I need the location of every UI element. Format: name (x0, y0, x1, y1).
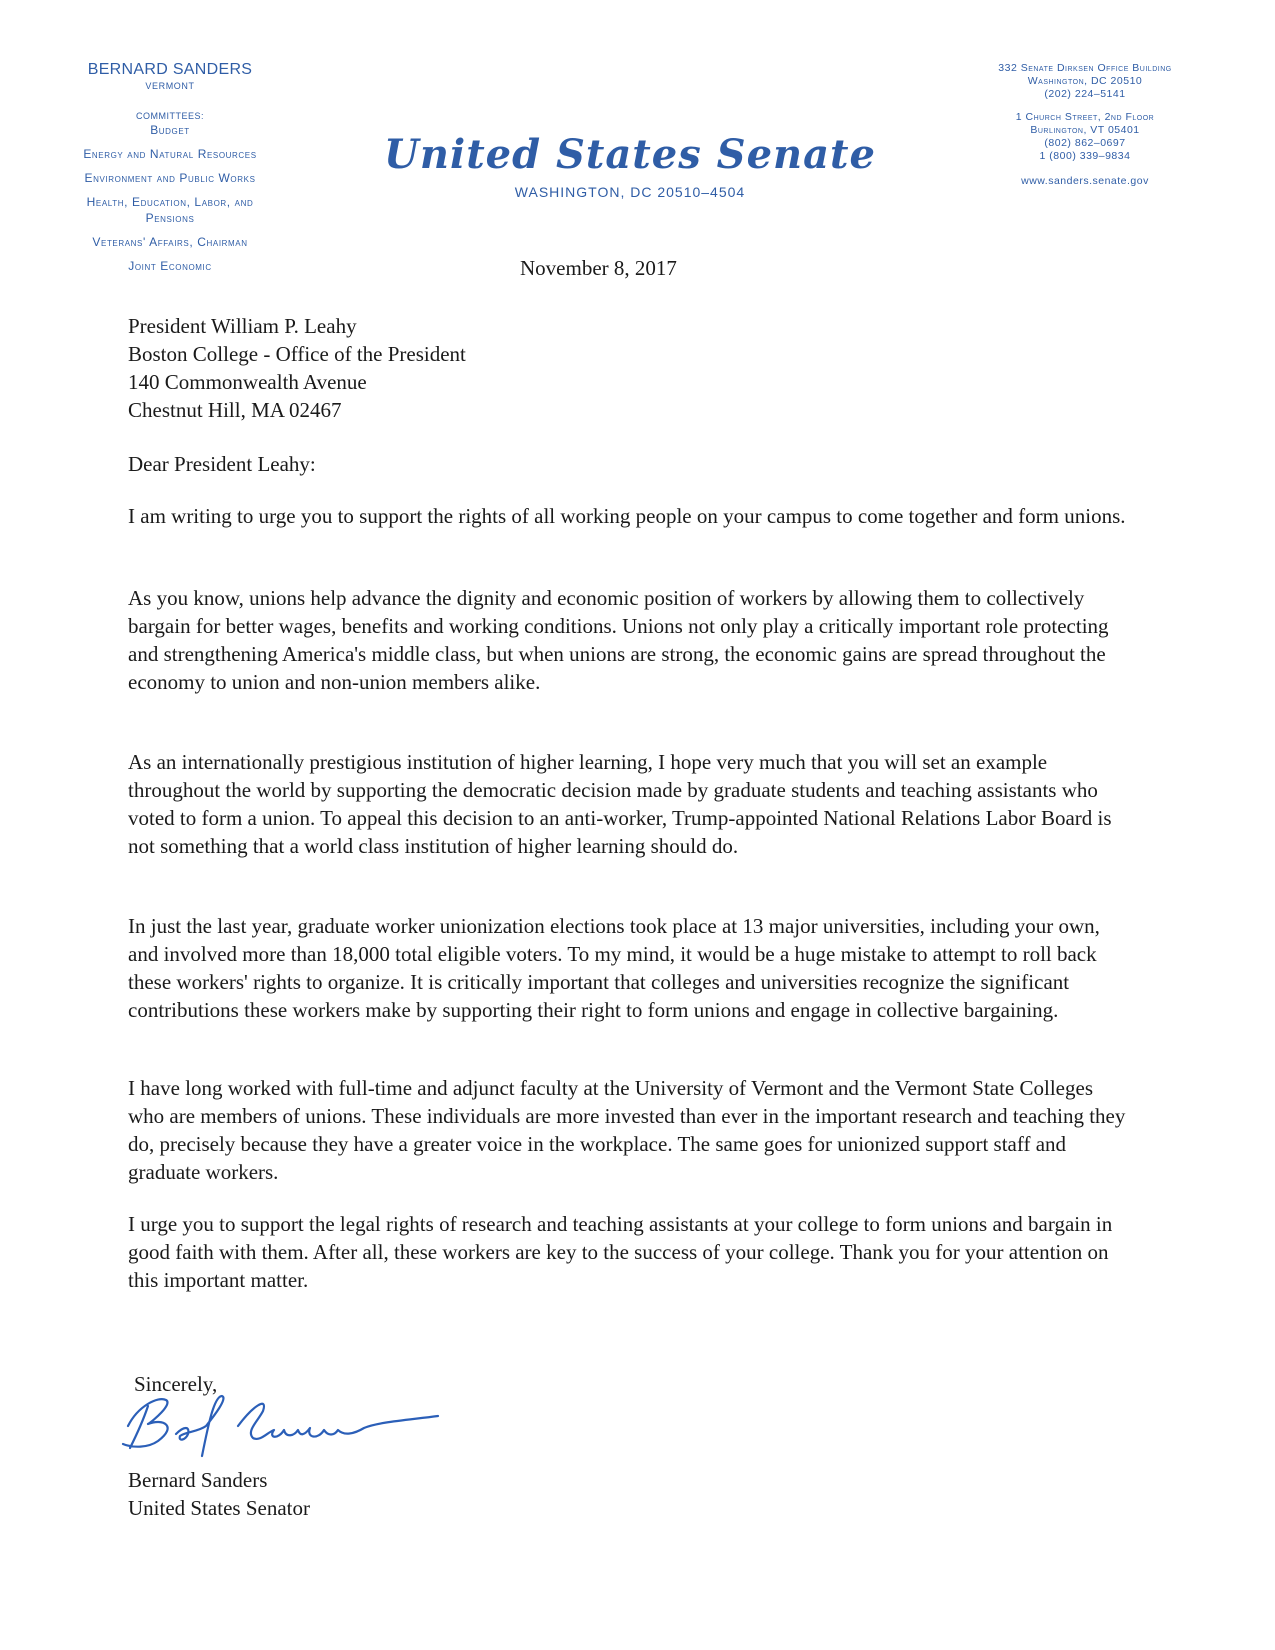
letterhead-right (920, 62, 1250, 188)
body-paragraph: I am writing to urge you to support the rights of all working people on your campus to come together and form unions. (128, 504, 1126, 528)
senator-name: BERNARD SANDERS (87, 61, 253, 78)
recipient-address (128, 312, 466, 424)
senate-title: United States Senate (384, 131, 876, 178)
closing: Sincerely, (134, 1372, 218, 1396)
signer-block (128, 1466, 310, 1522)
website: www.sanders.senate.gov (1021, 175, 1149, 187)
signer-title: United States Senator (128, 1496, 310, 1520)
letter-date: November 8, 2017 (520, 256, 677, 280)
recipient-line: Chestnut Hill, MA 02467 (128, 398, 342, 422)
signer-name: Bernard Sanders (128, 1468, 268, 1492)
vt-office-line: 1 (800) 339–9834 (1039, 150, 1131, 162)
dc-office-line: Washington, DC 20510 (1027, 75, 1143, 87)
dc-office-line: (202) 224–5141 (1044, 88, 1126, 100)
vt-office-line: (802) 862–0697 (1044, 137, 1126, 149)
committees-label: COMMITTEES: (136, 111, 204, 121)
committee-item: Energy and Natural Resources (83, 147, 257, 161)
committee-item: Environment and Public Works (84, 171, 256, 185)
body-paragraph: As an internationally prestigious institution of higher learning, I hope very much that you will set an example throughout the world by supporting the democratic decision made by graduate students and teaching assistants who voted to form a union. To appeal this decision to an anti-worker, Trump-appointed National Relations Labor Board is not something that a world class institution of higher learning should do. (128, 750, 1112, 858)
body-paragraph: I urge you to support the legal rights of research and teaching assistants at your college to form unions and bargain in good faith with them. After all, these workers are key to the success of your college. Thank you for your attention on this important matter. (128, 1212, 1113, 1292)
senator-state: VERMONT (145, 81, 195, 91)
senate-address: WASHINGTON, DC 20510–4504 (514, 184, 746, 200)
body-paragraph: In just the last year, graduate worker unionization elections took place at 13 major universities, including your own, and involved more than 18,000 total eligible voters. To my mind, it would be a huge mistake to attempt to roll back these workers' rights to organize. It is critically important that colleges and universities recognize the significant contributions these workers make by supporting their right to form unions and engage in collective bargaining. (128, 914, 1100, 1022)
handwritten-signature (118, 1386, 458, 1466)
recipient-line: President William P. Leahy (128, 314, 357, 338)
salutation: Dear President Leahy: (128, 452, 316, 476)
letterhead-left (40, 60, 300, 274)
committee-item: Health, Education, Labor, and (86, 195, 254, 209)
committee-item: Pensions (145, 211, 195, 225)
committee-item: Budget (150, 123, 190, 137)
committee-item: Joint Economic (128, 259, 212, 273)
letterhead-center (360, 132, 900, 200)
committee-item: Veterans' Affairs, Chairman (92, 235, 248, 249)
dc-office-line: 332 Senate Dirksen Office Building (998, 62, 1172, 74)
vt-office-line: Burlington, VT 05401 (1030, 124, 1140, 136)
recipient-line: Boston College - Office of the President (128, 342, 466, 366)
body-paragraph: I have long worked with full-time and adjunct faculty at the University of Vermont and the Vermont State Colleges who are members of unions. These individuals are more invested than ever in the important research and teaching they do, precisely because they have a greater voice in the workplace. The same goes for unionized support staff and graduate workers. (128, 1076, 1126, 1184)
vt-office-line: 1 Church Street, 2nd Floor (1015, 111, 1155, 123)
body-paragraph: As you know, unions help advance the dignity and economic position of workers by allowing them to collectively bargain for better wages, benefits and working conditions. Unions not only play a critically important role protecting and strengthening America's middle class, but when unions are strong, the economic gains are spread throughout the economy to union and non-union members alike. (128, 586, 1109, 694)
recipient-line: 140 Commonwealth Avenue (128, 370, 367, 394)
